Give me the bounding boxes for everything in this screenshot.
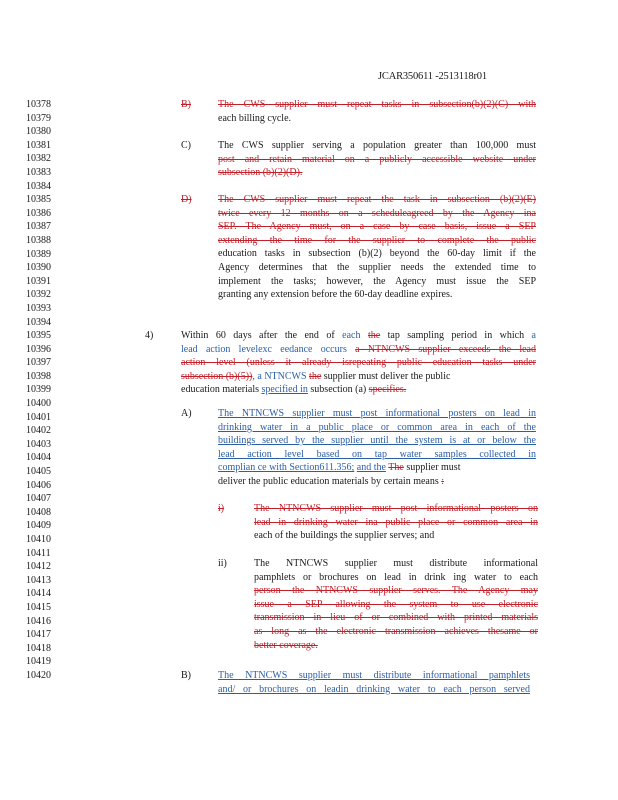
text-line: Within 60 days after the end of each the tap sampling period in which a	[181, 330, 536, 341]
line-number: 10387	[26, 221, 51, 233]
paragraph-4	[181, 329, 536, 397]
text-line: better coverage.	[254, 639, 318, 651]
line-number: 10402	[26, 425, 51, 437]
text-line: buildings served by the supplier until the system is at or below the	[218, 435, 536, 447]
text-line: education materials specified in subsection (a) specifies.	[181, 384, 407, 396]
line-number: 10389	[26, 248, 51, 260]
line-number: 10407	[26, 493, 51, 505]
line-number: 10404	[26, 452, 51, 464]
line-number: 10411	[26, 547, 51, 559]
line-number: 10410	[26, 534, 51, 545]
line-number: 10401	[26, 411, 51, 423]
text-line: The NTNCWS supplier must post informational posters on lead in	[218, 408, 536, 419]
item-b-new	[218, 669, 530, 696]
text-line: subsection (b)(2)(D).	[218, 167, 303, 179]
item-ii	[254, 557, 538, 652]
line-number: 10398	[26, 370, 51, 382]
text-line: Agency determines that the supplier needs the extended time to	[218, 261, 536, 273]
line-number: 10381	[26, 139, 51, 151]
item-a	[218, 407, 536, 489]
text-line: as long as the electronic transmission achieves thesame or	[254, 625, 538, 637]
text-line: drinking water in a public place or common area in each of the	[218, 421, 536, 433]
text-line: lead action levelexc eedance occurs a NTNCWS supplier exceeds the lead	[181, 343, 536, 355]
paragraph-label-4: 4)	[145, 330, 154, 341]
line-number: 10416	[26, 615, 51, 627]
line-number: 10380	[26, 126, 51, 138]
line-number: 10388	[26, 234, 51, 246]
text-line: complian ce with Section611.356; and the The supplier must	[218, 462, 461, 474]
document-header: JCAR350611 -2513118r01	[378, 71, 487, 82]
item-label-a: A)	[181, 408, 192, 419]
item-label-ii: ii)	[218, 558, 227, 569]
text-line: The NTNCWS supplier must post informational posters on	[254, 503, 538, 514]
text-line: The NTNCWS supplier must distribute informational	[254, 558, 538, 569]
text-line: action level (unless it already isrepeating public education tasks under	[181, 357, 536, 369]
text-line: The CWS supplier must repeat tasks in subsection(b)(2)(C) with	[218, 99, 536, 110]
line-number: 10379	[26, 112, 51, 124]
text-line: lead action level based on tap water samples collected in	[218, 448, 536, 460]
text-line: person the NTNCWS supplier serves. The Agency may	[254, 585, 538, 597]
line-number: 10415	[26, 601, 51, 613]
text-line: The CWS supplier must repeat the task in subsection (b)(2)(E)	[218, 194, 536, 205]
text-line: pamphlets or brochures on lead in drink ing water to each	[254, 571, 538, 583]
text-line: granting any extension before the 60-day deadline expires.	[218, 289, 453, 301]
line-number: 10414	[26, 588, 51, 600]
line-number: 10394	[26, 316, 51, 328]
text-line: twice every 12 months on a scheduleagreed by the Agency ina	[218, 207, 536, 219]
line-number: 10406	[26, 479, 51, 491]
item-i	[254, 502, 538, 543]
text-line: education tasks in subsection (b)(2) beyond the 60-day limit if the	[218, 248, 536, 260]
text-line: implement the tasks; however, the Agency must issue the SEP	[218, 275, 536, 287]
line-number: 10420	[26, 669, 51, 681]
line-numbers	[26, 98, 51, 683]
text-line: post and retain material on a publicly accessible website under	[218, 153, 536, 165]
item-label-d: D)	[181, 194, 192, 205]
line-number: 10393	[26, 302, 51, 314]
text-line: subsection (b)(5)), a NTNCWS the supplier must deliver the public	[181, 370, 451, 382]
line-number: 10418	[26, 642, 51, 654]
text-line: lead in drinking water ina public place or common area in	[254, 516, 538, 528]
item-label-i: i)	[218, 503, 225, 514]
text-line: The NTNCWS supplier must distribute informational pamphlets	[218, 670, 530, 681]
line-number: 10409	[26, 520, 51, 532]
item-b-old	[218, 98, 536, 125]
line-number: 10400	[26, 398, 51, 410]
line-number: 10408	[26, 506, 51, 518]
line-number: 10396	[26, 343, 51, 355]
line-number: 10403	[26, 438, 51, 450]
line-number: 10417	[26, 629, 51, 641]
line-number: 10391	[26, 275, 51, 287]
text-line: each of the buildings the supplier serves; and	[254, 530, 435, 542]
item-label-c: C)	[181, 140, 191, 151]
line-number: 10395	[26, 330, 51, 342]
text-line: each billing cycle.	[218, 112, 292, 124]
text-line: issue a SEP allowing the system to use electronic	[254, 598, 538, 610]
line-number: 10419	[26, 656, 51, 668]
item-d	[218, 193, 536, 302]
line-number: 10383	[26, 166, 51, 178]
item-c	[218, 139, 536, 180]
line-number: 10397	[26, 357, 51, 369]
text-line: deliver the public education materials by certain means :	[218, 475, 445, 487]
line-number: 10378	[26, 99, 51, 110]
line-number: 10392	[26, 289, 51, 301]
line-number: 10399	[26, 384, 51, 396]
line-number: 10384	[26, 180, 51, 192]
item-label-b-new: B)	[181, 670, 191, 681]
line-number: 10385	[26, 194, 51, 206]
text-line: The CWS supplier serving a population greater than 100,000 must	[218, 140, 536, 151]
line-number: 10390	[26, 262, 51, 274]
text-line: SEP. The Agency must, on a case by case basis, issue a SEP	[218, 221, 536, 233]
item-label-b-old: B)	[181, 99, 191, 110]
line-number: 10405	[26, 466, 51, 478]
line-number: 10413	[26, 574, 51, 586]
line-number: 10382	[26, 153, 51, 165]
text-line: extending the time for the supplier to complete the public	[218, 234, 536, 246]
line-number: 10412	[26, 561, 51, 573]
text-line: and/ or brochures on leadin drinking water to each person served	[218, 683, 530, 695]
line-number: 10386	[26, 207, 51, 219]
text-line: transmission in lieu of or combined with printed materials	[254, 612, 538, 624]
